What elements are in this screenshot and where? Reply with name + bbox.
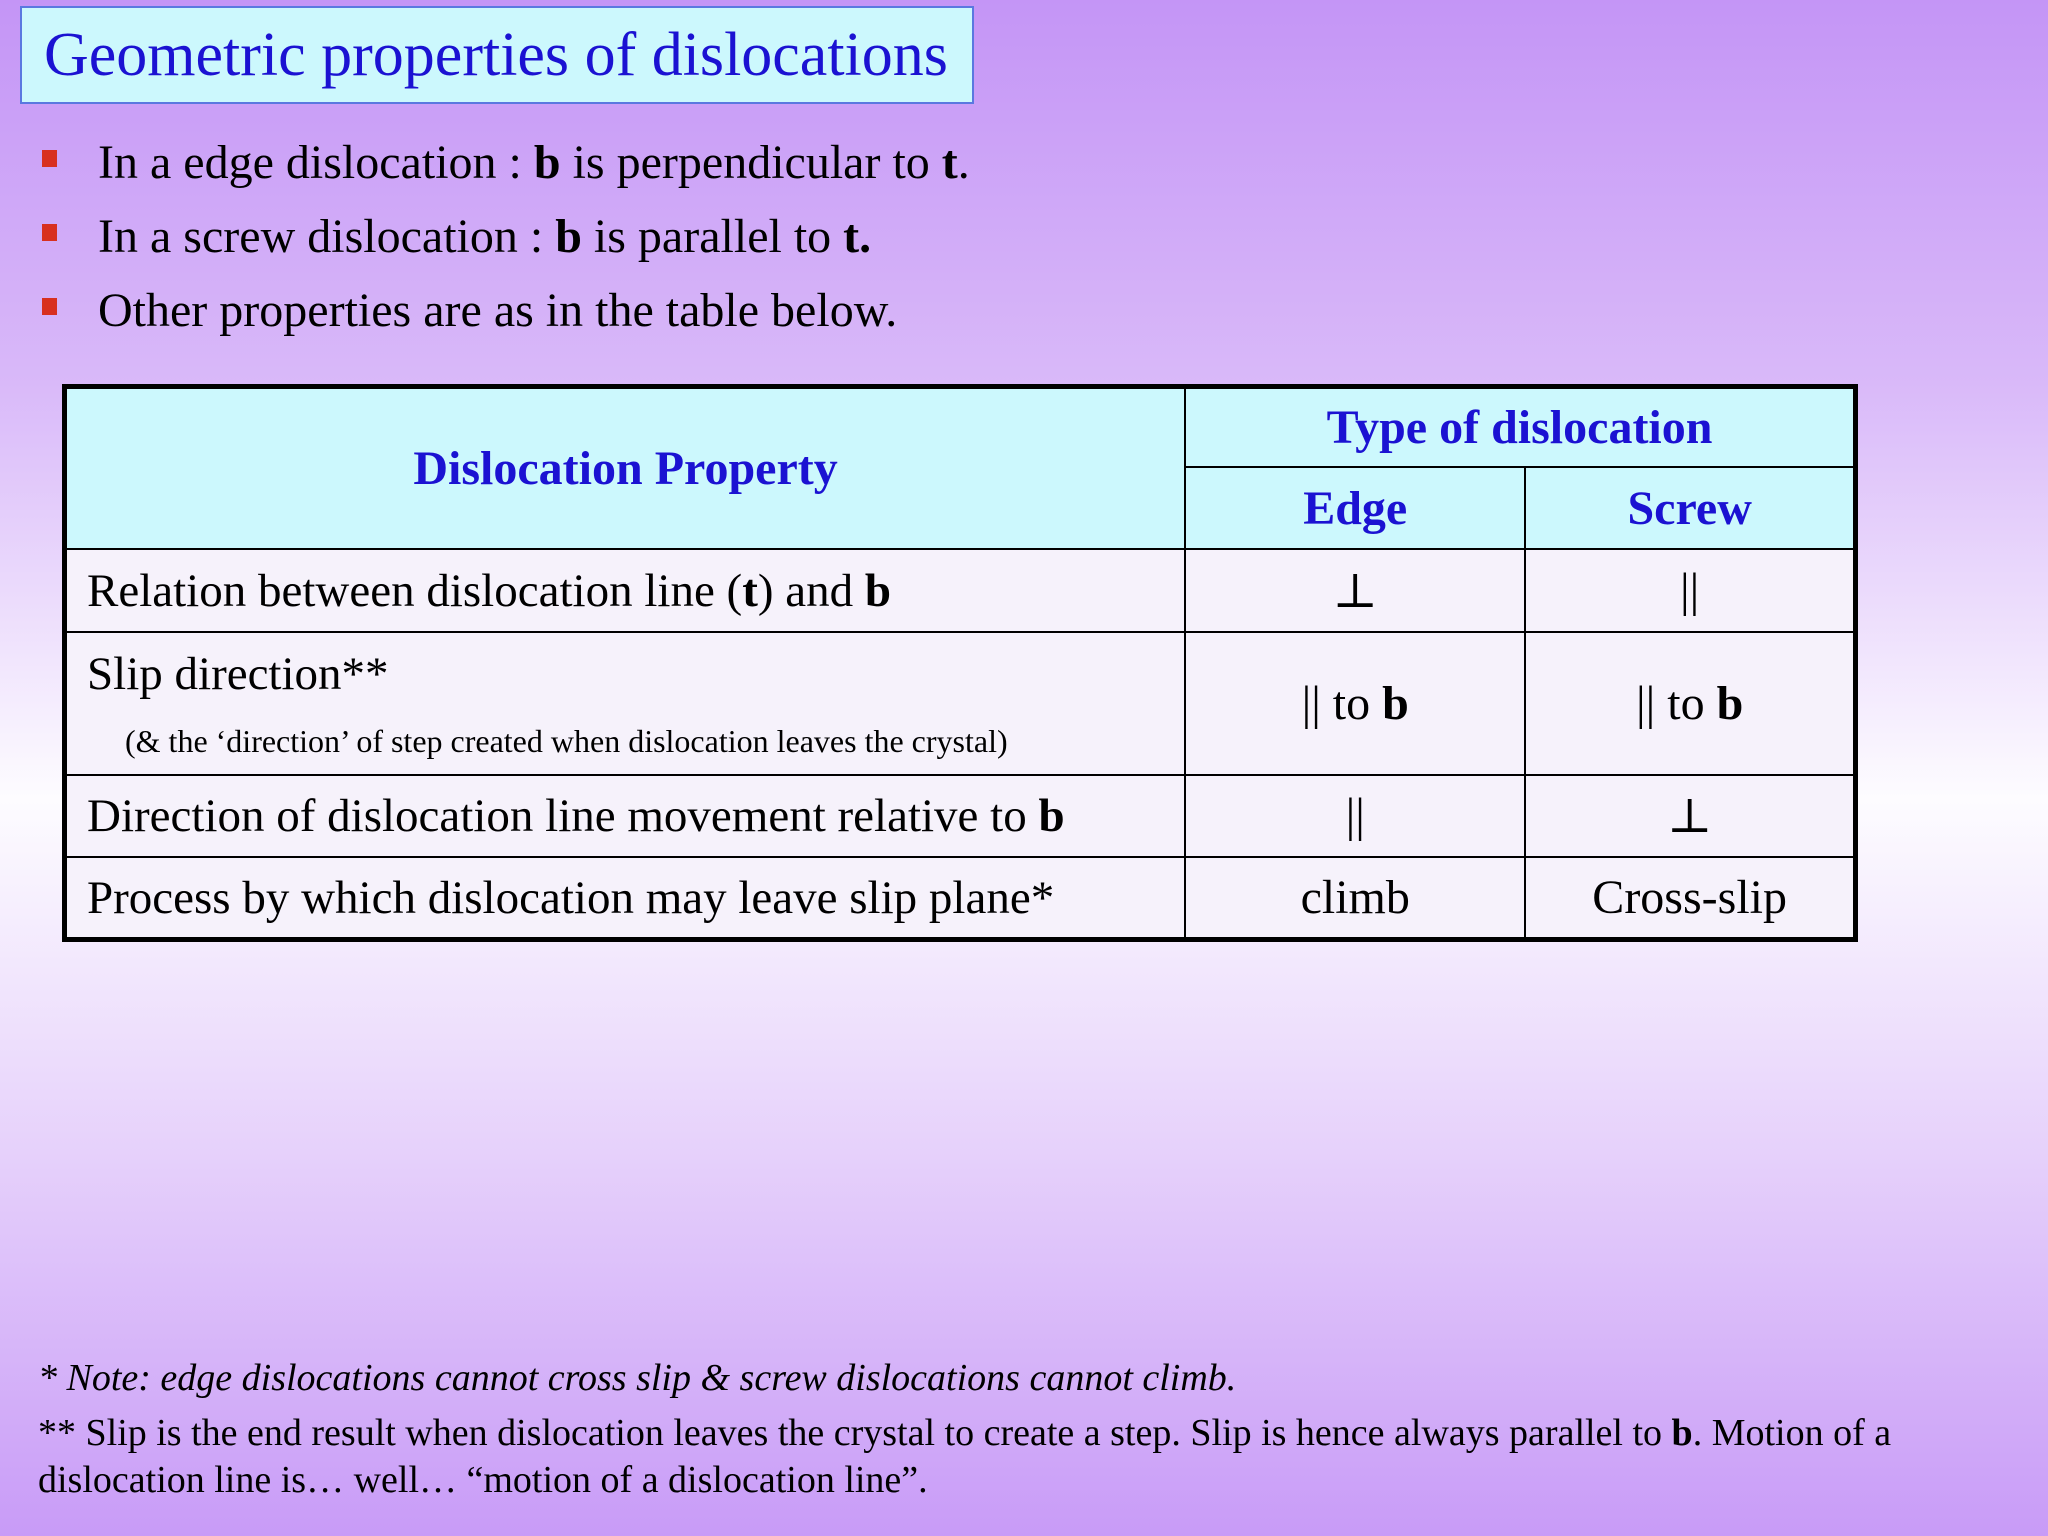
footnotes <box>38 1350 2008 1504</box>
footnote-slip: ** Slip is the end result when dislocation leaves the crystal to create a step. Slip is hence always parallel to b. Motion of a dislocation line is… well… “motion of a dislocation line”. <box>38 1412 1892 1501</box>
table-header-row <box>65 387 1856 467</box>
row-label: Slip direction** (& the ‘direction’ of step created when dislocation leaves the crystal) <box>65 632 1186 775</box>
cell-edge: climb <box>1185 857 1525 940</box>
cell-screw: Cross-slip <box>1525 857 1855 940</box>
footnote-climb: * Note: edge dislocations cannot cross slip & screw dislocations cannot climb. <box>38 1357 1237 1399</box>
table-row <box>65 857 1856 940</box>
cell-edge: ⊥ <box>1185 549 1525 631</box>
cell-screw: || to b <box>1525 632 1855 775</box>
cell-screw: || <box>1525 549 1855 631</box>
table-row <box>65 549 1856 631</box>
bullet-square-icon <box>42 150 57 167</box>
row-label: Process by which dislocation may leave slip plane* <box>65 857 1186 940</box>
header-type-of-dislocation: Type of dislocation <box>1185 387 1855 467</box>
bullet-item-other: Other properties are as in the table below. <box>38 274 970 348</box>
row-label: Relation between dislocation line (t) and b <box>65 549 1186 631</box>
row-sublabel: (& the ‘direction’ of step created when dislocation leaves the crystal) <box>125 722 1008 759</box>
cell-screw: ⊥ <box>1525 775 1855 857</box>
header-dislocation-property: Dislocation Property <box>65 387 1186 550</box>
table-row <box>65 632 1856 775</box>
table-row <box>65 775 1856 857</box>
slide-title: Geometric properties of dislocations <box>44 20 948 89</box>
dislocation-properties-table <box>62 384 1858 942</box>
bullet-list <box>38 126 970 348</box>
header-screw: Screw <box>1525 467 1855 549</box>
header-edge: Edge <box>1185 467 1525 549</box>
cell-edge: || <box>1185 775 1525 857</box>
cell-edge: || to b <box>1185 632 1525 775</box>
slide-title-box <box>20 6 974 104</box>
bullet-item-screw: In a screw dislocation : b is parallel to t. <box>38 200 970 274</box>
bullet-square-icon <box>42 298 57 315</box>
row-label: Direction of dislocation line movement relative to b <box>65 775 1186 857</box>
bullet-item-edge: In a edge dislocation : b is perpendicular to t. <box>38 126 970 200</box>
bullet-square-icon <box>42 224 57 241</box>
